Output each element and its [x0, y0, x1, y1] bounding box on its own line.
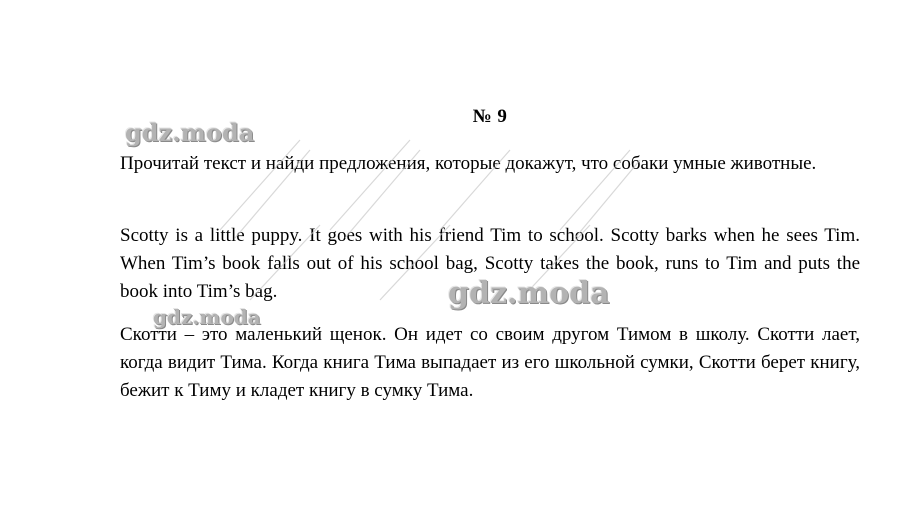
watermark-logo: gdz.moda — [448, 276, 610, 311]
watermark-logo: gdz.moda — [125, 118, 255, 147]
exercise-number: № 9 — [472, 106, 508, 127]
russian-translation: Скотти – это маленький щенок. Он идет со своим другом Тимом в школу. Скотти лает, когда видит Тима. Когда книга Тима выпадает из его школьной сумки, Скотти берет книгу, бежит к Тиму и кладет книгу в сумку Тима. — [120, 324, 860, 401]
watermark-logo: gdz.moda — [153, 305, 261, 329]
english-text: Scotty is a little puppy. It goes with his friend Tim to school. Scotty barks when he sees Tim. When Tim’s book falls out of his school bag, Scotty takes the book, runs to Tim and puts the book into Tim’s bag. — [120, 225, 860, 302]
task-instruction: Прочитай текст и найди предложения, которые докажут, что собаки умные животные. — [120, 153, 817, 174]
